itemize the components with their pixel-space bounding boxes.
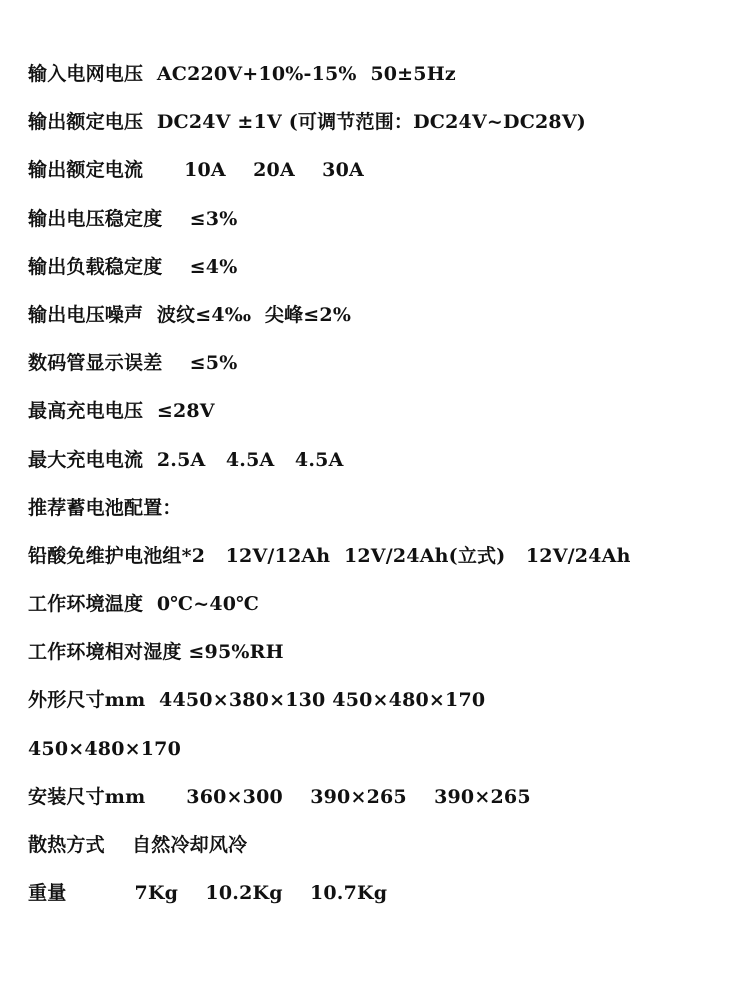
spec-output-rated-voltage: 输出额定电压 DC24V ±1V (可调节范围：DC24V~DC28V) <box>28 111 586 134</box>
spec-working-humidity: 工作环境相对湿度 ≤95%RH <box>28 641 284 664</box>
spec-battery-config: 铅酸免维护电池组*2 12V/12Ah 12V/24Ah(立式) 12V/24Ah <box>28 544 631 567</box>
spec-mounting-size: 安装尺寸mm 360×300 390×265 390×265 <box>28 785 531 808</box>
spec-battery-heading: 推荐蓄电池配置： <box>28 496 182 519</box>
spec-output-rated-current: 输出额定电流 10A 20A 30A <box>28 159 364 182</box>
spec-max-charge-current: 最大充电电流 2.5A 4.5A 4.5A <box>28 448 344 471</box>
spec-dimensions-continued: 450×480×170 <box>28 737 182 760</box>
spec-weight: 重量 7Kg 10.2Kg 10.7Kg <box>28 882 388 905</box>
spec-dimensions: 外形尺寸mm 4450×380×130 450×480×170 <box>28 689 486 712</box>
spec-cooling-method: 散热方式 自然冷却风冷 <box>28 834 248 856</box>
spec-sheet <box>28 58 730 925</box>
spec-input-voltage: 输入电网电压 AC220V+10%-15% 50±5Hz <box>28 63 456 85</box>
spec-output-voltage-noise: 输出电压噪声 波纹≤4‰ 尖峰≤2% <box>28 303 352 326</box>
spec-working-temperature: 工作环境温度 0℃~40℃ <box>28 593 260 616</box>
spec-max-charge-voltage: 最高充电电压 ≤28V <box>28 400 215 423</box>
spec-output-voltage-stability: 输出电压稳定度 ≤3% <box>28 207 238 230</box>
spec-display-error: 数码管显示误差 ≤5% <box>28 352 238 375</box>
spec-output-load-stability: 输出负载稳定度 ≤4% <box>28 255 238 278</box>
